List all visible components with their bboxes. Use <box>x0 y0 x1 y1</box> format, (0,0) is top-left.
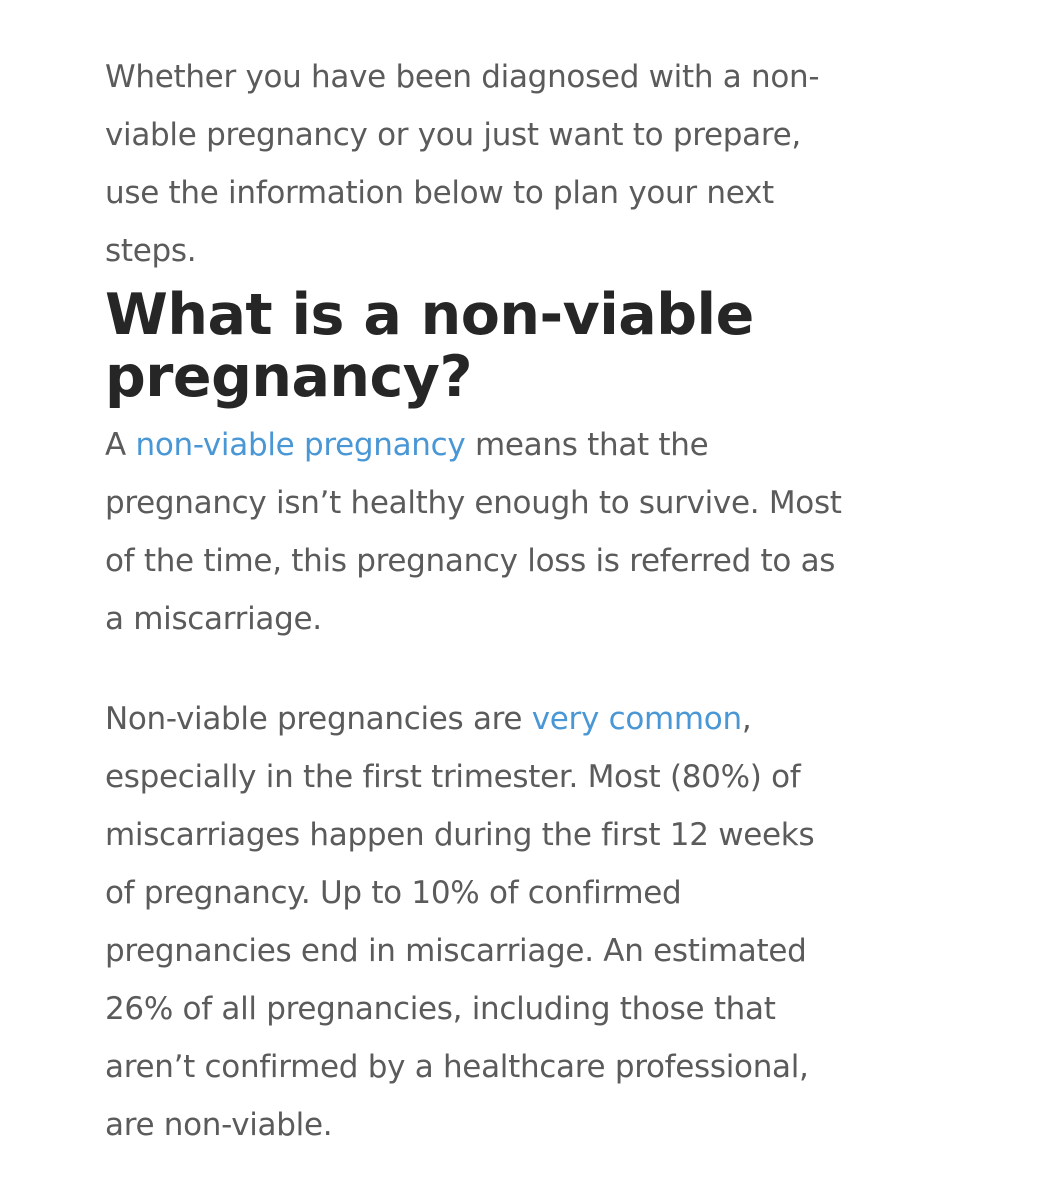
text-line: pregnancy isn’t healthy enough to survive. Most <box>105 485 842 521</box>
very-common-link[interactable]: very common <box>531 701 742 737</box>
non-viable-pregnancy-link[interactable]: non-viable pregnancy <box>135 427 466 463</box>
section-heading <box>105 284 965 408</box>
statistics-paragraph <box>105 690 965 1154</box>
text-line <box>105 690 965 748</box>
text-line: miscarriages happen during the first 12 weeks <box>105 817 815 853</box>
text-line: are non-viable. <box>105 1107 333 1143</box>
article-content <box>105 48 965 1154</box>
text-line: of the time, this pregnancy loss is referred to as <box>105 543 836 579</box>
text-line: Whether you have been diagnosed with a non- <box>105 59 820 95</box>
text-line: viable pregnancy or you just want to prepare, <box>105 117 801 153</box>
heading-line: pregnancy? <box>105 344 473 410</box>
text-line: 26% of all pregnancies, including those that <box>105 991 776 1027</box>
heading-line: What is a non-viable <box>105 282 754 348</box>
text-line: aren’t confirmed by a healthcare professional, <box>105 1049 809 1085</box>
text-line: use the information below to plan your next <box>105 175 774 211</box>
text-line: of pregnancy. Up to 10% of confirmed <box>105 875 682 911</box>
text-line: steps. <box>105 233 197 269</box>
text-line: especially in the first trimester. Most (80%) of <box>105 759 801 795</box>
text-line <box>105 416 965 474</box>
text-line: a miscarriage. <box>105 601 322 637</box>
definition-paragraph <box>105 416 965 648</box>
text-fragment: , <box>741 701 752 737</box>
text-fragment: means that the <box>465 427 709 463</box>
text-fragment: A <box>105 427 136 463</box>
text-fragment: Non-viable pregnancies are <box>105 701 532 737</box>
intro-paragraph <box>105 48 965 280</box>
text-line: pregnancies end in miscarriage. An estimated <box>105 933 807 969</box>
